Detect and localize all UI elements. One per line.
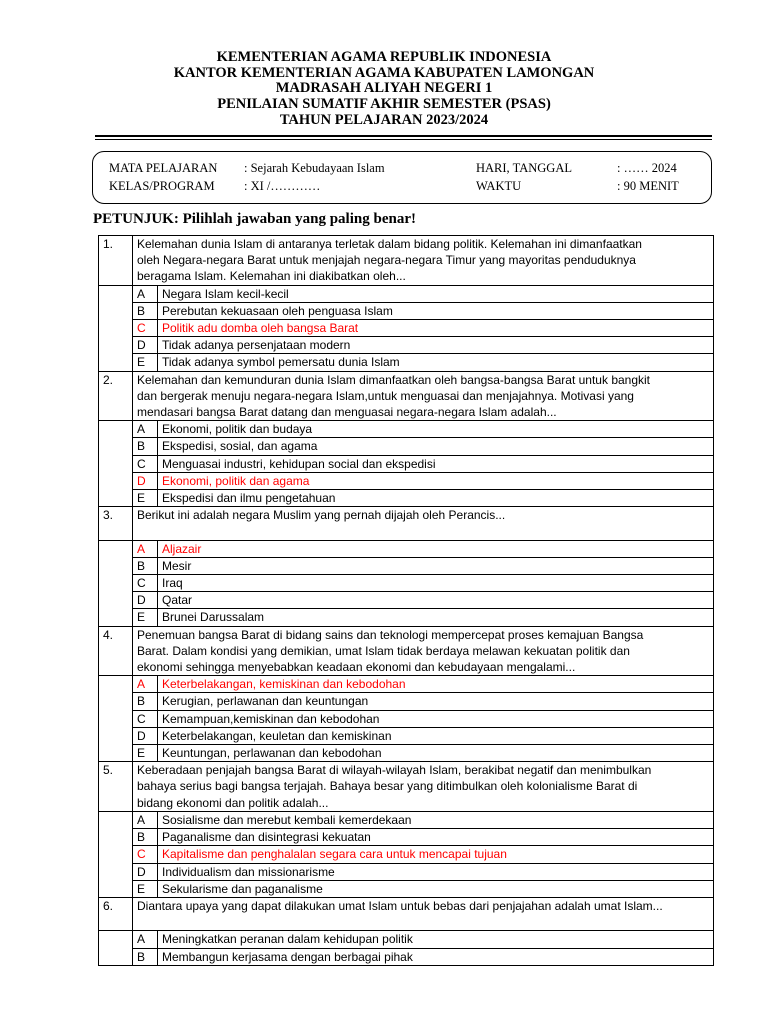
question-number: 4. bbox=[99, 626, 133, 676]
answer-option-row bbox=[99, 609, 714, 626]
answer-option-row bbox=[99, 438, 714, 455]
header-divider-thick bbox=[95, 135, 712, 137]
option-indent-cell bbox=[99, 320, 133, 337]
option-letter: C bbox=[133, 575, 158, 592]
instructions: PETUNJUK: Pilihlah jawaban yang paling benar! bbox=[93, 211, 416, 227]
question-row bbox=[99, 762, 714, 812]
option-letter: B bbox=[133, 948, 158, 965]
question-row bbox=[99, 507, 714, 540]
option-indent-cell bbox=[99, 609, 133, 626]
question-text-line: Barat. Dalam kondisi yang demikian, umat Islam tidak berdaya melawan kekuatan politik dan bbox=[137, 643, 630, 658]
option-text: Kemampuan,kemiskinan dan kebodohan bbox=[158, 710, 714, 727]
option-indent-cell bbox=[99, 931, 133, 948]
option-text: Kapitalisme dan penghalalan segara cara untuk mencapai tujuan bbox=[158, 846, 714, 863]
option-text: Keterbelakangan, kemiskinan dan kebodohan bbox=[158, 676, 714, 693]
option-indent-cell bbox=[99, 575, 133, 592]
time-value: : 90 MENIT bbox=[617, 179, 679, 193]
option-text: Paganalisme dan disintegrasi kekuatan bbox=[158, 829, 714, 846]
answer-option-row bbox=[99, 811, 714, 828]
option-indent-cell bbox=[99, 421, 133, 438]
option-letter: B bbox=[133, 829, 158, 846]
option-indent-cell bbox=[99, 455, 133, 472]
question-text-line: ekonomi sehingga menyebabkan keadaan ekonomi dan kebudayaan mengalami... bbox=[137, 660, 576, 675]
option-letter: C bbox=[133, 710, 158, 727]
option-indent-cell bbox=[99, 472, 133, 489]
option-letter: E bbox=[133, 880, 158, 897]
option-letter: B bbox=[133, 438, 158, 455]
option-text: Menguasai industri, kehidupan social dan ekspedisi bbox=[158, 455, 714, 472]
answer-option-row bbox=[99, 710, 714, 727]
option-text: Perebutan kekuasaan oleh penguasa Islam bbox=[158, 302, 714, 319]
answer-option-row bbox=[99, 592, 714, 609]
date-label: HARI, TANGGAL bbox=[476, 161, 572, 175]
option-indent-cell bbox=[99, 592, 133, 609]
option-text: Membangun kerjasama dengan berbagai pihak bbox=[158, 948, 714, 965]
question-text-line: bidang ekonomi dan politik adalah... bbox=[137, 795, 329, 810]
question-row bbox=[99, 897, 714, 930]
option-letter: D bbox=[133, 863, 158, 880]
option-letter: B bbox=[133, 557, 158, 574]
option-text: Ekonomi, politik dan agama bbox=[158, 472, 714, 489]
question-text-line: Keberadaan penjajah bangsa Barat di wilayah-wilayah Islam, berakibat negatif dan menimbulkan bbox=[137, 763, 652, 778]
option-indent-cell bbox=[99, 710, 133, 727]
option-indent-cell bbox=[99, 811, 133, 828]
option-letter: E bbox=[133, 354, 158, 371]
option-text: Keuntungan, perlawanan dan kebodohan bbox=[158, 745, 714, 762]
option-indent-cell bbox=[99, 829, 133, 846]
option-text: Mesir bbox=[158, 557, 714, 574]
subject-label: MATA PELAJARAN bbox=[109, 161, 218, 175]
question-text-line: Penemuan bangsa Barat di bidang sains dan teknologi mempercepat proses kemajuan Bangsa bbox=[137, 627, 644, 642]
question-text bbox=[133, 626, 714, 676]
option-indent-cell bbox=[99, 948, 133, 965]
answer-option-row bbox=[99, 745, 714, 762]
option-letter: C bbox=[133, 455, 158, 472]
answer-option-row bbox=[99, 421, 714, 438]
answer-option-row bbox=[99, 846, 714, 863]
header-office: KANTOR KEMENTERIAN AGAMA KABUPATEN LAMONGAN bbox=[173, 64, 595, 81]
answer-option-row bbox=[99, 354, 714, 371]
answer-option-row bbox=[99, 693, 714, 710]
question-table bbox=[98, 235, 714, 966]
question-row bbox=[99, 626, 714, 676]
option-letter: A bbox=[133, 421, 158, 438]
question-text bbox=[133, 371, 714, 421]
option-letter: E bbox=[133, 490, 158, 507]
question-text-line: mendasari bangsa Barat datang dan menguasai negara-negara Islam adalah... bbox=[137, 405, 557, 420]
option-text: Negara Islam kecil-kecil bbox=[158, 285, 714, 302]
answer-option-row bbox=[99, 948, 714, 965]
answer-option-row bbox=[99, 337, 714, 354]
option-indent-cell bbox=[99, 337, 133, 354]
answer-option-row bbox=[99, 455, 714, 472]
option-letter: B bbox=[133, 693, 158, 710]
question-text-line: Diantara upaya yang dapat dilakukan umat Islam untuk bebas dari penjajahan adalah umat Islam... bbox=[137, 898, 663, 913]
date-value: : …… 2024 bbox=[617, 161, 677, 175]
option-text: Ekspedisi, sosial, dan agama bbox=[158, 438, 714, 455]
question-text-line bbox=[137, 523, 709, 539]
class-value: : XI /………… bbox=[244, 179, 321, 193]
option-text: Brunei Darussalam bbox=[158, 609, 714, 626]
exam-info-box bbox=[92, 151, 712, 204]
answer-option-row bbox=[99, 540, 714, 557]
option-indent-cell bbox=[99, 302, 133, 319]
option-text: Sosialisme dan merebut kembali kemerdekaan bbox=[158, 811, 714, 828]
option-text: Tidak adanya symbol pemersatu dunia Islam bbox=[158, 354, 714, 371]
header-ministry: KEMENTERIAN AGAMA REPUBLIK INDONESIA bbox=[216, 49, 552, 65]
option-indent-cell bbox=[99, 557, 133, 574]
header-academic-year: TAHUN PELAJARAN 2023/2024 bbox=[279, 111, 489, 128]
option-letter: E bbox=[133, 745, 158, 762]
class-label: KELAS/PROGRAM bbox=[109, 179, 215, 193]
answer-option-row bbox=[99, 557, 714, 574]
answer-option-row bbox=[99, 472, 714, 489]
question-number: 6. bbox=[99, 897, 133, 930]
option-letter: A bbox=[133, 285, 158, 302]
question-text bbox=[133, 897, 714, 930]
question-text-line: bahaya serius bagi bangsa terjajah. Bahaya besar yang ditimbulkan oleh kolonialisme Barat di bbox=[137, 779, 638, 794]
option-letter: D bbox=[133, 592, 158, 609]
time-label: WAKTU bbox=[476, 179, 522, 193]
option-letter: A bbox=[133, 931, 158, 948]
option-indent-cell bbox=[99, 490, 133, 507]
option-indent-cell bbox=[99, 745, 133, 762]
option-indent-cell bbox=[99, 693, 133, 710]
option-letter: C bbox=[133, 320, 158, 337]
option-text: Sekularisme dan paganalisme bbox=[158, 880, 714, 897]
option-letter: A bbox=[133, 540, 158, 557]
question-text-line: dan bergerak menuju negara-negara Islam,untuk menguasai dan menjajahnya. Motivasi yang bbox=[137, 388, 634, 403]
answer-option-row bbox=[99, 863, 714, 880]
option-text: Aljazair bbox=[158, 540, 714, 557]
header-school: MADRASAH ALIYAH NEGERI 1 bbox=[275, 80, 493, 97]
question-text bbox=[133, 507, 714, 540]
option-letter: D bbox=[133, 337, 158, 354]
answer-option-row bbox=[99, 676, 714, 693]
option-text: Kerugian, perlawanan dan keuntungan bbox=[158, 693, 714, 710]
answer-option-row bbox=[99, 285, 714, 302]
question-number: 1. bbox=[99, 236, 133, 286]
answer-option-row bbox=[99, 880, 714, 897]
question-text-line: oleh Negara-negara Barat untuk menjajah negara-negara Timur yang mayoritas penduduknya bbox=[137, 253, 636, 268]
header-exam-title: PENILAIAN SUMATIF AKHIR SEMESTER (PSAS) bbox=[217, 96, 551, 113]
option-letter: D bbox=[133, 472, 158, 489]
question-text bbox=[133, 762, 714, 812]
answer-option-row bbox=[99, 727, 714, 744]
answer-option-row bbox=[99, 490, 714, 507]
option-letter: E bbox=[133, 609, 158, 626]
question-row bbox=[99, 236, 714, 286]
option-text: Qatar bbox=[158, 592, 714, 609]
question-text-line: beragama Islam. Kelemahan ini diakibatkan oleh... bbox=[137, 269, 406, 284]
option-text: Iraq bbox=[158, 575, 714, 592]
option-text: Tidak adanya persenjataan modern bbox=[158, 337, 714, 354]
question-text-line: Kelemahan dunia Islam di antaranya terletak dalam bidang politik. Kelemahan ini dimanfaatkan bbox=[137, 237, 642, 251]
answer-option-row bbox=[99, 320, 714, 337]
question-text-line: Kelemahan dan kemunduran dunia Islam dimanfaatkan oleh bangsa-bangsa Barat untuk bangkit bbox=[137, 372, 651, 387]
option-letter: D bbox=[133, 727, 158, 744]
option-text: Keterbelakangan, keuletan dan kemiskinan bbox=[158, 727, 714, 744]
header-divider-thin bbox=[95, 139, 712, 140]
option-indent-cell bbox=[99, 438, 133, 455]
option-letter: B bbox=[133, 302, 158, 319]
option-indent-cell bbox=[99, 863, 133, 880]
question-row bbox=[99, 371, 714, 421]
question-text bbox=[133, 236, 714, 286]
question-number: 5. bbox=[99, 762, 133, 812]
option-text: Ekonomi, politik dan budaya bbox=[158, 421, 714, 438]
option-text: Politik adu domba oleh bangsa Barat bbox=[158, 320, 714, 337]
answer-option-row bbox=[99, 829, 714, 846]
option-letter: A bbox=[133, 811, 158, 828]
answer-option-row bbox=[99, 931, 714, 948]
option-letter: C bbox=[133, 846, 158, 863]
question-text-line: Berikut ini adalah negara Muslim yang pernah dijajah oleh Perancis... bbox=[137, 508, 506, 523]
option-indent-cell bbox=[99, 285, 133, 302]
option-indent-cell bbox=[99, 676, 133, 693]
option-indent-cell bbox=[99, 846, 133, 863]
option-indent-cell bbox=[99, 540, 133, 557]
option-indent-cell bbox=[99, 354, 133, 371]
document-header bbox=[0, 50, 768, 129]
question-number: 2. bbox=[99, 371, 133, 421]
answer-option-row bbox=[99, 302, 714, 319]
subject-value: : Sejarah Kebudayaan Islam bbox=[244, 161, 385, 175]
option-indent-cell bbox=[99, 727, 133, 744]
answer-option-row bbox=[99, 575, 714, 592]
option-text: Individualism dan missionarisme bbox=[158, 863, 714, 880]
option-letter: A bbox=[133, 676, 158, 693]
option-text: Meningkatkan peranan dalam kehidupan politik bbox=[158, 931, 714, 948]
question-text-line bbox=[137, 914, 709, 930]
question-number: 3. bbox=[99, 507, 133, 540]
option-indent-cell bbox=[99, 880, 133, 897]
option-text: Ekspedisi dan ilmu pengetahuan bbox=[158, 490, 714, 507]
